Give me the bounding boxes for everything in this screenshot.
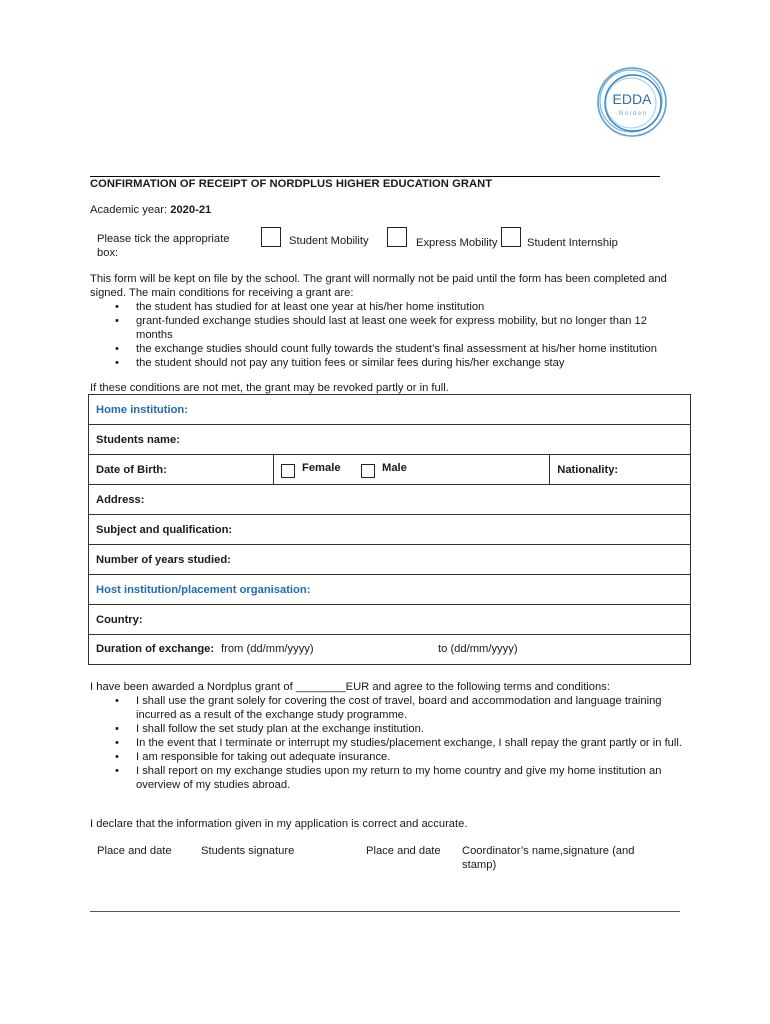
host-institution-label: Host institution/placement organisation:	[96, 583, 311, 596]
female-label: Female	[302, 462, 341, 474]
condition-item: • the student has studied for at least one year at his/her home institution	[90, 300, 690, 314]
dob-label: Date of Birth:	[96, 463, 167, 476]
duration-label: Duration of exchange:	[96, 643, 215, 655]
students-name-label: Students name:	[96, 433, 180, 446]
duration-to: to (dd/mm/yyyy)	[438, 643, 518, 655]
academic-year	[90, 204, 211, 216]
duration-from: from (dd/mm/yyyy)	[221, 643, 314, 655]
term-item: • I shall use the grant solely for covering the cost of travel, board and accommodation and language training incurred as a result of the exchange study programme.	[90, 694, 690, 722]
student-internship-label: Student Internship	[527, 237, 618, 249]
tick-prompt: Please tick the appropriate box:	[97, 233, 230, 259]
student-internship-checkbox[interactable]	[501, 227, 521, 247]
place-date-label-2: Place and date	[366, 845, 441, 857]
home-institution-label: Home institution:	[96, 403, 188, 416]
term-item: • I am responsible for taking out adequate insurance.	[90, 750, 690, 764]
female-checkbox[interactable]	[281, 464, 295, 478]
revoke-note: If these conditions are not met, the grant may be revoked partly or in full.	[90, 382, 449, 394]
page-title: CONFIRMATION OF RECEIPT OF NORDPLUS HIGHER EDUCATION GRANT	[90, 178, 493, 190]
years-studied-label: Number of years studied:	[96, 553, 231, 566]
students-name-field[interactable]	[89, 425, 691, 455]
svg-text:EDDA: EDDA	[612, 91, 652, 107]
grant-form-table	[88, 394, 691, 665]
svg-text:Norden: Norden	[618, 110, 648, 117]
subject-field[interactable]	[89, 515, 691, 545]
express-mobility-checkbox[interactable]	[387, 227, 407, 247]
declaration: I declare that the information given in my application is correct and accurate.	[90, 818, 468, 830]
home-institution-field[interactable]	[89, 395, 691, 425]
host-institution-field[interactable]	[89, 575, 691, 605]
place-date-label-1: Place and date	[97, 845, 172, 857]
male-checkbox[interactable]	[361, 464, 375, 478]
academic-year-value: 2020-21	[170, 204, 212, 216]
condition-item: • the exchange studies should count fully towards the student’s final assessment at his/her home institution	[90, 342, 690, 356]
dob-field[interactable]	[89, 455, 274, 485]
term-item: • I shall report on my exchange studies upon my return to my home country and give my home institution an overview of my studies abroad.	[90, 764, 690, 792]
coordinator-signature-label: Coordinator’s name,signature (and stamp)	[462, 845, 635, 871]
term-item: • In the event that I terminate or interrupt my studies/placement exchange, I shall repay the grant partly or in full.	[90, 736, 690, 750]
terms-list	[90, 694, 690, 792]
nationality-label: Nationality:	[557, 463, 619, 476]
award-text: I have been awarded a Nordplus grant of ________EUR and agree to the following terms and conditions:	[90, 681, 610, 693]
student-signature-label: Students signature	[201, 845, 295, 857]
academic-year-label: Academic year:	[90, 204, 171, 216]
nationality-field[interactable]	[550, 455, 691, 485]
award-section	[90, 680, 690, 792]
duration-field[interactable]	[89, 635, 691, 665]
male-label: Male	[382, 462, 407, 474]
condition-item: • grant-funded exchange studies should last at least one week for express mobility, but no longer than 12 months	[90, 314, 690, 342]
subject-label: Subject and qualification:	[96, 523, 233, 536]
intro-section	[90, 272, 690, 370]
country-label: Country:	[96, 613, 143, 626]
intro-text: This form will be kept on file by the school. The grant will normally not be paid until the form has been completed and signed. The main conditions for receiving a grant are:	[90, 273, 667, 299]
term-item: • I shall follow the set study plan at the exchange institution.	[90, 722, 690, 736]
country-field[interactable]	[89, 605, 691, 635]
student-mobility-label: Student Mobility	[289, 235, 369, 247]
address-label: Address:	[96, 493, 145, 506]
express-mobility-label: Express Mobility	[416, 237, 498, 249]
years-studied-field[interactable]	[89, 545, 691, 575]
title-rule	[90, 176, 660, 177]
student-mobility-checkbox[interactable]	[261, 227, 281, 247]
conditions-list	[90, 300, 690, 370]
edda-norden-logo	[593, 64, 671, 140]
gender-cell	[274, 455, 550, 485]
address-field[interactable]	[89, 485, 691, 515]
condition-item: • the student should not pay any tuition fees or similar fees during his/her exchange stay	[90, 356, 690, 370]
bottom-rule	[90, 911, 680, 912]
